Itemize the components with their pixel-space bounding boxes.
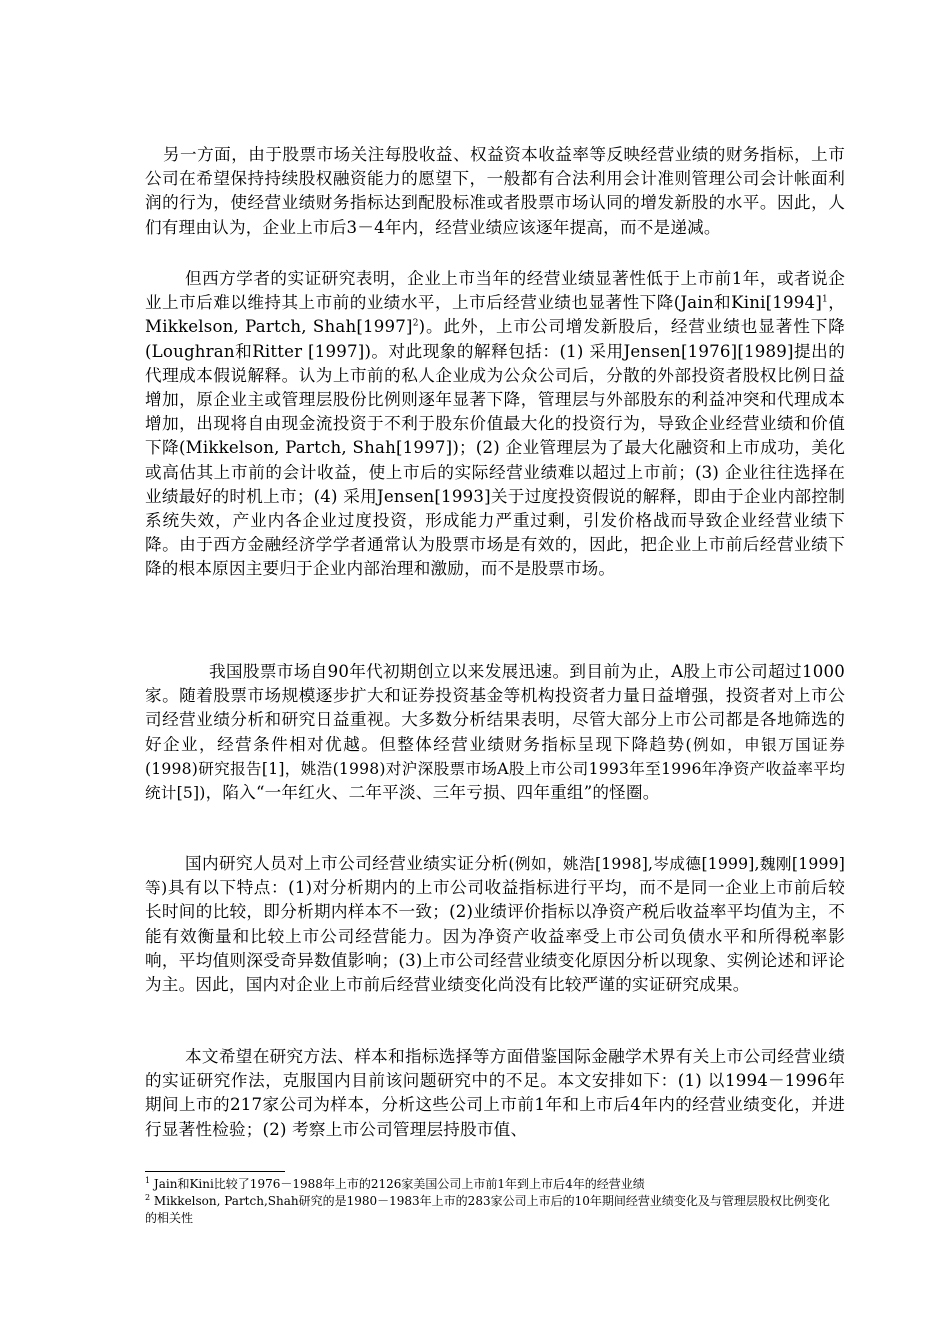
paragraph-3-text-b: ，陷入“一年红火、二年平淡、三年亏损、四年重组”的怪圈。 (205, 783, 660, 803)
paragraph-3 (145, 660, 845, 805)
paragraph-2 (145, 267, 845, 582)
paragraph-2-text-b: ，Mikkelson, Partch, Shah[1997] (145, 293, 845, 337)
paragraph-2-text-c: )。此外，上市公司增发新股后，经营业绩也显著性下降(Loughran和Ritter [1997])。对此现象的解释包括：(1) 采用Jensen[1976][1989]提出的代理成本假说解释。认为上市前的私人企业成为公众公司后，分散的外部投资者股权比例日益增加，原企业主或管理层股份比例则逐年显著下降，管理层与外部股东的利益冲突和代理成本增加，出现将自由现金流投资于不利于股东价值最大化的投资行为，导致企业经营业绩和价值下降(Mikkelson, Partch, Shah[1997])；(2) 企业管理层为了最大化融资和上市成功，美化或高估其上市前的会计收益，使上市后的实际经营业绩难以超过上市前；(3) 企业往往选择在业绩最好的时机上市；(4) 采用Jensen[1993]关于过度投资假说的解释，即由于企业内部控制系统失效，产业内各企业过度投资，形成能力严重过剩，引发价格战而导致企业经营业绩下降。由于西方金融经济学学者通常认为股票市场是有效的，因此，把企业上市前后经营业绩下降的根本原因主要归于企业内部治理和激励，而不是股票市场。 (145, 317, 845, 579)
paragraph-2-text-a: 但西方学者的实证研究表明，企业上市当年的经营业绩显著性低于上市前1年，或者说企业上市后难以维持其上市前的业绩水平，上市后经营业绩也显著性下降(Jain和Kini[1994] (145, 269, 845, 313)
footnote-1-text: Jain和Kini比较了1976－1988年上市的2126家美国公司上市前1年到上市后4年的经营业绩 (150, 1177, 645, 1191)
paragraph-3-citation: (例如，申银万国证券(1998)研究报告[1]，姚浩(1998)对沪深股票市场A股上市公司1993年至1996年净资产收益率平均统计[5]) (145, 735, 845, 803)
footnote-ref-2: 2 (412, 318, 419, 329)
paragraph-4-citation: (例如，姚浩[1998],岑成德[1999],魏刚[1999]等) (145, 855, 845, 898)
paragraph-5: 本文希望在研究方法、样本和指标选择等方面借鉴国际金融学术界有关上市公司经营业绩的实证研究作法，克服国内目前该问题研究中的不足。本文安排如下：(1) 以1994－1996年期间上市的217家公司为样本，分析这些公司上市前1年和上市后4年内的经营业绩变化，并进行显著性检验；(2) 考察上市公司管理层持股市值、 (145, 1047, 845, 1139)
footnotes (145, 1176, 835, 1227)
footnote-2 (145, 1193, 835, 1227)
footnote-ref-1: 1 (822, 294, 828, 305)
paragraph-4 (145, 852, 845, 997)
footnote-1 (145, 1176, 835, 1193)
paragraph-3-text-a: 我国股票市场自90年代初期创立以来发展迅速。到目前为止，A股上市公司超过1000家。随着股票市场规模逐步扩大和证券投资基金等机构投资者力量日益增强，投资者对上市公司经营业绩分析和研究日益重视。大多数分析结果表明，尽管大部分上市公司都是各地筛选的好企业，经营条件相对优越。但整体经营业绩财务指标呈现下降趋势 (145, 662, 845, 754)
footnote-separator (145, 1171, 285, 1172)
paragraph-4-text-a: 国内研究人员对上市公司经营业绩实证分析 (185, 854, 509, 873)
footnote-1-mark: 1 (145, 1176, 151, 1185)
paragraph-4-text-b: 具有以下特点：(1)对分析期内的上市公司收益指标进行平均，而不是同一企业上市前后较长时间的比较，即分析期内样本不一致；(2)业绩评价指标以净资产税后收益率平均值为主，不能有效衡量和比较上市公司经营能力。因为净资产收益率受上市公司负债水平和所得税率影响，平均值则深受奇异数值影响；(3)上市公司经营业绩变化原因分析以现象、实例论述和评论为主。因此，国内对企业上市前后经营业绩变化尚没有比较严谨的实证研究成果。 (145, 878, 846, 995)
paragraph-1: 另一方面，由于股票市场关注每股收益、权益资本收益率等反映经营业绩的财务指标，上市公司在希望保持持续股权融资能力的愿望下，一般都有合法利用会计准则管理公司会计帐面利润的行为，使经营业绩财务指标达到配股标准或者股票市场认同的增发新股的水平。因此，人们有理由认为，企业上市后3－4年内，经营业绩应该逐年提高，而不是递减。 (145, 145, 845, 237)
footnote-2-text: Mikkelson, Partch,Shah研究的是1980－1983年上市的283家公司上市后的10年期间经营业绩变化及与管理层股权比例变化的相关性 (145, 1194, 830, 1225)
footnote-2-mark: 2 (145, 1193, 151, 1202)
